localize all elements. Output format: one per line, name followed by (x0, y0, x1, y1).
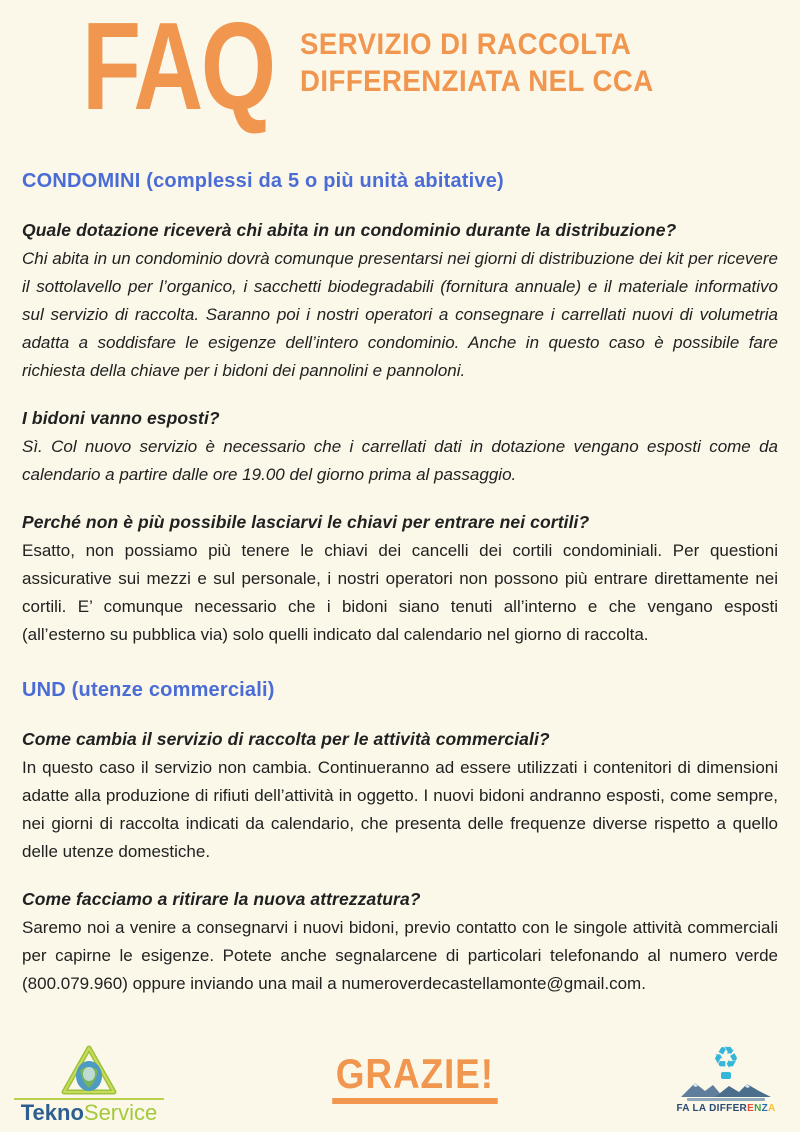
footer (0, 1040, 800, 1132)
fld-letter-z: Z (761, 1103, 769, 1114)
question-text: Come cambia il servizio di raccolta per le attività commerciali? (22, 729, 550, 749)
qa-block (22, 220, 778, 385)
teknoservice-wordmark (14, 1098, 164, 1125)
grazie-wrap (321, 1044, 509, 1104)
teknoservice-wordmark-tekno: Tekno (20, 1100, 84, 1125)
qa-block (22, 729, 778, 866)
fa-la-differenza-wordmark (666, 1103, 786, 1114)
page-title-line-2: DIFFERENZIATA NEL CCA (299, 65, 654, 98)
faq-wordmark: FAQ (82, 0, 274, 136)
answer-text: Saremo noi a venire a consegnarvi i nuovi bidoni, previo contatto con le singole attività commerciali per capirne le esigenze. Potete anche segnalarcene di particolari telefonando al numero verde (800.079.960) oppure inviando una mail a numeroverdecastellamonte@gmail.com. (22, 918, 778, 993)
fld-prefix: FA LA DIFFER (676, 1103, 748, 1114)
page-title (300, 10, 654, 100)
answer-text: Chi abita in un condominio dovrà comunque presentarsi nei giorni di distribuzione dei kit per ricevere il sottolavello per l’organico, i sacchetti biodegradabili (fornitura annuale) e il materiale informativo sul servizio di raccolta. Saranno poi i nostri operatori a consegnare i carrellati nuovi di volumetria adatta a soddisfare le esigenze dell’intero condominio. Anche in questo caso è possibile fare richiesta della chiave per i bidoni dei pannolini e pannoloni. (22, 249, 778, 380)
question-text: Come facciamo a ritirare la nuova attrezzatura? (22, 889, 421, 909)
micro-text-line (687, 1098, 765, 1101)
qa-block (22, 408, 778, 489)
fld-letter-a: A (768, 1103, 776, 1114)
teknoservice-wordmark-service: Service (83, 1100, 158, 1125)
question-text: I bidoni vanno esposti? (22, 408, 220, 428)
mountains-graphic (681, 1079, 771, 1097)
fld-letter-e: E (747, 1103, 755, 1114)
answer-text: In questo caso il servizio non cambia. Continueranno ad essere utilizzati i contenitori di dimensioni adatte alla produzione di rifiuti dell’attività in oggetto. I nuovi bidoni andranno esposti, come sempre, nei giorni di raccolta indicati da calendario, che presenta delle frequenze diverse rispetto a quello delle utenze domestiche. (22, 758, 778, 861)
page-title-line-1: SERVIZIO DI RACCOLTA (299, 28, 632, 61)
section-heading-und: UND (utenze commerciali) (22, 679, 275, 701)
question-text: Quale dotazione riceverà chi abita in un condominio durante la distribuzione? (22, 220, 677, 240)
qa-block (22, 889, 778, 998)
fld-letter-n: N (754, 1103, 762, 1114)
qa-block (22, 512, 778, 649)
section-heading-condomini: CONDOMINI (complessi da 5 o più unità abitative) (22, 170, 504, 192)
grazie-text: GRAZIE! (332, 1052, 497, 1104)
fa-la-differenza-logo (666, 1044, 786, 1114)
teknoservice-logo (14, 1044, 164, 1125)
header (0, 0, 800, 138)
answer-text: Sì. Col nuovo servizio è necessario che i carrellati dati in dotazione vengano esposti come da calendario a partire dalle ore 19.00 del giorno prima al passaggio. (22, 437, 778, 484)
recycle-triangle-globe-icon (58, 1044, 120, 1098)
question-text: Perché non è più possibile lasciarvi le chiavi per entrare nei cortili? (22, 512, 590, 532)
faq-content (0, 138, 800, 998)
recycle-icon: ♻ (712, 1042, 740, 1075)
answer-text: Esatto, non possiamo più tenere le chiavi dei cancelli dei cortili condominiali. Per questioni assicurative sui mezzi e sul personale, i nostri operatori non possono più entrare direttamente nei cortili. E’ comunque necessario che i bidoni siano tenuti all’interno e che vengano esposti (all’esterno su pubblica via) solo quelli indicato dal calendario nel giorno di raccolta. (22, 541, 778, 644)
